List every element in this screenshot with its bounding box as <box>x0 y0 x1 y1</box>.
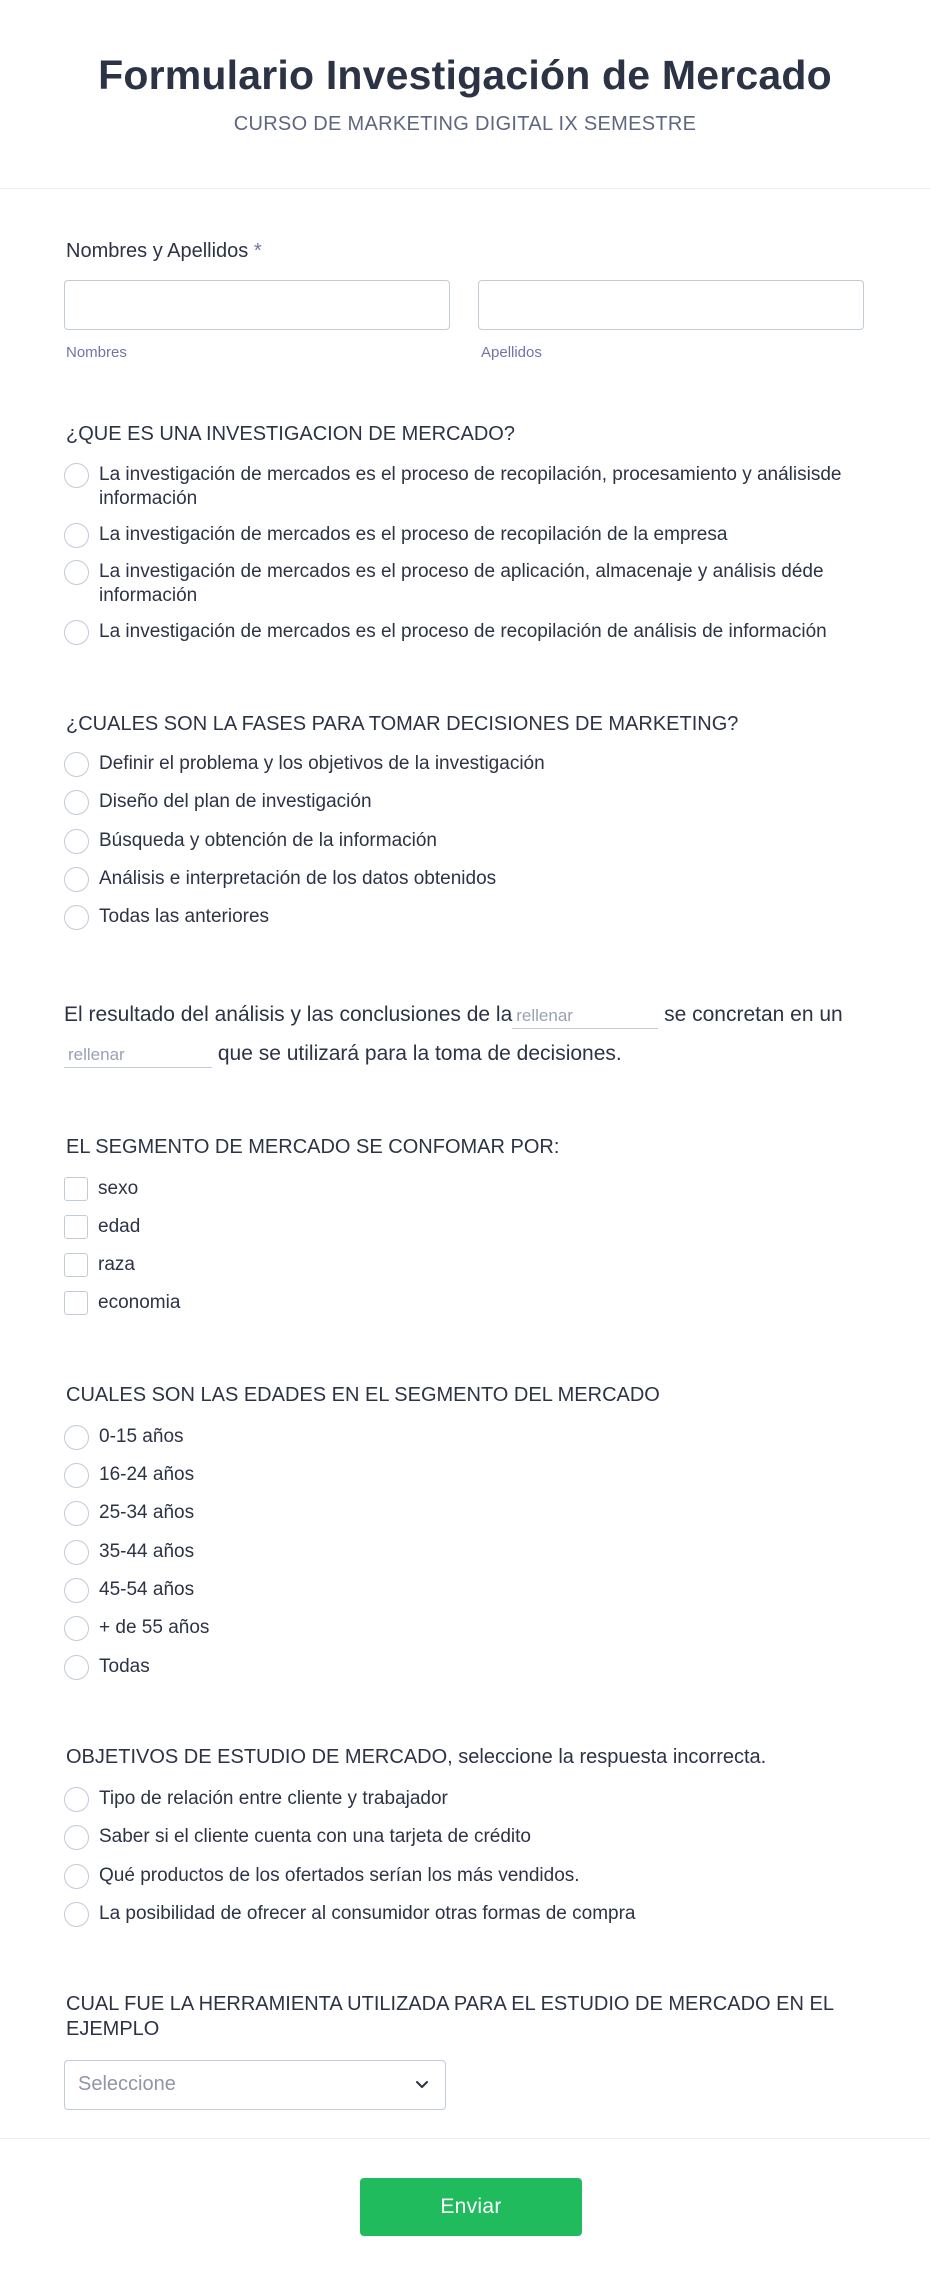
radio-circle[interactable] <box>64 1902 89 1927</box>
q4-option-6-text: + de 55 años <box>99 1617 210 1638</box>
q1-option-1[interactable] <box>64 463 884 511</box>
q2-option-2[interactable] <box>64 790 884 815</box>
fill-blank-line-1 <box>64 1003 843 1029</box>
q3-option-3[interactable] <box>64 1253 884 1277</box>
radio-circle[interactable] <box>64 829 89 854</box>
q1-option-4[interactable] <box>64 620 884 645</box>
q1-option-3-text: La investigación de mercados es el proceso de aplicación, almacenaje y análisis déde información <box>99 561 824 606</box>
form-title: Formulario Investigación de Mercado <box>98 52 832 98</box>
q5-label: OBJETIVOS DE ESTUDIO DE MERCADO, seleccione la respuesta incorrecta. <box>66 1746 767 1768</box>
q5-option-1[interactable] <box>64 1787 884 1812</box>
q4-option-5-text: 45-54 años <box>99 1579 195 1600</box>
q5-option-4-text: La posibilidad de ofrecer al consumidor otras formas de compra <box>99 1903 636 1924</box>
fill-blank-1[interactable]: rellenar <box>512 1006 658 1029</box>
footer-divider <box>0 2138 930 2139</box>
q4-option-2-text: 16-24 años <box>99 1464 195 1485</box>
last-name-input[interactable] <box>478 280 864 330</box>
name-label <box>66 239 262 264</box>
tool-select[interactable] <box>64 2060 446 2110</box>
radio-circle[interactable] <box>64 1425 89 1450</box>
required-mark: * <box>253 240 262 262</box>
radio-circle[interactable] <box>64 1616 89 1641</box>
q4-option-1[interactable] <box>64 1425 884 1450</box>
radio-circle[interactable] <box>64 1578 89 1603</box>
q3-option-4-text: economia <box>98 1292 181 1313</box>
q4-option-6[interactable] <box>64 1616 884 1641</box>
radio-circle[interactable] <box>64 905 89 930</box>
q5-option-2-text: Saber si el cliente cuenta con una tarjeta de crédito <box>99 1826 531 1847</box>
q3-option-2-text: edad <box>98 1216 141 1237</box>
q3-label: EL SEGMENTO DE MERCADO SE CONFOMAR POR: <box>66 1136 560 1158</box>
q2-option-2-text: Diseño del plan de investigación <box>99 791 372 812</box>
q4-option-7-text: Todas <box>99 1656 150 1677</box>
q4-option-4[interactable] <box>64 1540 884 1565</box>
q4-option-2[interactable] <box>64 1463 884 1488</box>
q5-option-3-text: Qué productos de los ofertados serían los más vendidos. <box>99 1865 580 1886</box>
radio-circle[interactable] <box>64 1864 89 1889</box>
q1-option-3[interactable] <box>64 560 884 608</box>
first-name-input[interactable] <box>64 280 450 330</box>
radio-circle[interactable] <box>64 1501 89 1526</box>
q5-option-1-text: Tipo de relación entre cliente y trabajador <box>99 1788 448 1809</box>
fill-blank-line-2 <box>64 1042 622 1068</box>
radio-circle[interactable] <box>64 463 89 488</box>
q6-label: CUAL FUE LA HERRAMIENTA UTILIZADA PARA EL ESTUDIO DE MERCADO EN EL EJEMPLO <box>66 1993 834 2040</box>
q4-label: CUALES SON LAS EDADES EN EL SEGMENTO DEL MERCADO <box>66 1384 660 1406</box>
q2-label: ¿CUALES SON LA FASES PARA TOMAR DECISIONES DE MARKETING? <box>66 713 739 735</box>
submit-button[interactable]: Enviar <box>360 2178 582 2236</box>
q2-option-1[interactable] <box>64 752 884 777</box>
checkbox-box[interactable] <box>64 1291 88 1315</box>
checkbox-box[interactable] <box>64 1177 88 1201</box>
q2-option-5-text: Todas las anteriores <box>99 906 270 927</box>
fill-text-part1: El resultado del análisis y las conclusiones de la <box>64 1003 513 1026</box>
q1-option-4-text: La investigación de mercados es el proceso de recopilación de análisis de información <box>99 621 827 642</box>
radio-circle[interactable] <box>64 523 89 548</box>
fill-text-part2: se concretan en un <box>664 1003 843 1026</box>
q4-option-1-text: 0-15 años <box>99 1426 184 1447</box>
chevron-down-icon <box>413 2075 431 2093</box>
q2-option-3-text: Búsqueda y obtención de la información <box>99 830 438 851</box>
q2-option-4[interactable] <box>64 867 884 892</box>
checkbox-box[interactable] <box>64 1215 88 1239</box>
q4-option-5[interactable] <box>64 1578 884 1603</box>
radio-circle[interactable] <box>64 1787 89 1812</box>
q1-label: ¿QUE ES UNA INVESTIGACION DE MERCADO? <box>66 423 515 445</box>
q4-option-3-text: 25-34 años <box>99 1502 195 1523</box>
radio-circle[interactable] <box>64 1463 89 1488</box>
q5-option-4[interactable] <box>64 1902 884 1927</box>
q3-option-1[interactable] <box>64 1177 884 1201</box>
q2-option-5[interactable] <box>64 905 884 930</box>
q1-option-1-text: La investigación de mercados es el proceso de recopilación, procesamiento y análisisde información <box>99 464 842 509</box>
q3-option-4[interactable] <box>64 1291 884 1315</box>
q2-option-1-text: Definir el problema y los objetivos de la investigación <box>99 753 545 774</box>
q1-option-2[interactable] <box>64 523 884 548</box>
q5-option-3[interactable] <box>64 1864 884 1889</box>
radio-circle[interactable] <box>64 1540 89 1565</box>
form-header <box>0 0 930 189</box>
q3-option-1-text: sexo <box>98 1178 139 1199</box>
q5-option-2[interactable] <box>64 1825 884 1850</box>
radio-circle[interactable] <box>64 1825 89 1850</box>
q4-option-3[interactable] <box>64 1501 884 1526</box>
q3-option-3-text: raza <box>98 1254 135 1275</box>
q2-option-3[interactable] <box>64 829 884 854</box>
q2-option-4-text: Análisis e interpretación de los datos obtenidos <box>99 868 497 889</box>
radio-circle[interactable] <box>64 1655 89 1680</box>
radio-circle[interactable] <box>64 752 89 777</box>
name-label-text: Nombres y Apellidos <box>66 240 249 262</box>
form-subtitle: CURSO DE MARKETING DIGITAL IX SEMESTRE <box>233 113 697 135</box>
radio-circle[interactable] <box>64 790 89 815</box>
q4-option-4-text: 35-44 años <box>99 1541 195 1562</box>
last-name-sublabel: Apellidos <box>481 344 542 361</box>
q3-option-2[interactable] <box>64 1215 884 1239</box>
radio-circle[interactable] <box>64 560 89 585</box>
checkbox-box[interactable] <box>64 1253 88 1277</box>
radio-circle[interactable] <box>64 620 89 645</box>
fill-blank-2[interactable]: rellenar <box>64 1045 212 1068</box>
fill-text-part3: que se utilizará para la toma de decisiones. <box>217 1042 622 1065</box>
q1-option-2-text: La investigación de mercados es el proceso de recopilación de la empresa <box>99 524 728 545</box>
select-value: Seleccione <box>78 2073 176 2095</box>
radio-circle[interactable] <box>64 867 89 892</box>
first-name-sublabel: Nombres <box>66 344 127 361</box>
q4-option-7[interactable] <box>64 1655 884 1680</box>
